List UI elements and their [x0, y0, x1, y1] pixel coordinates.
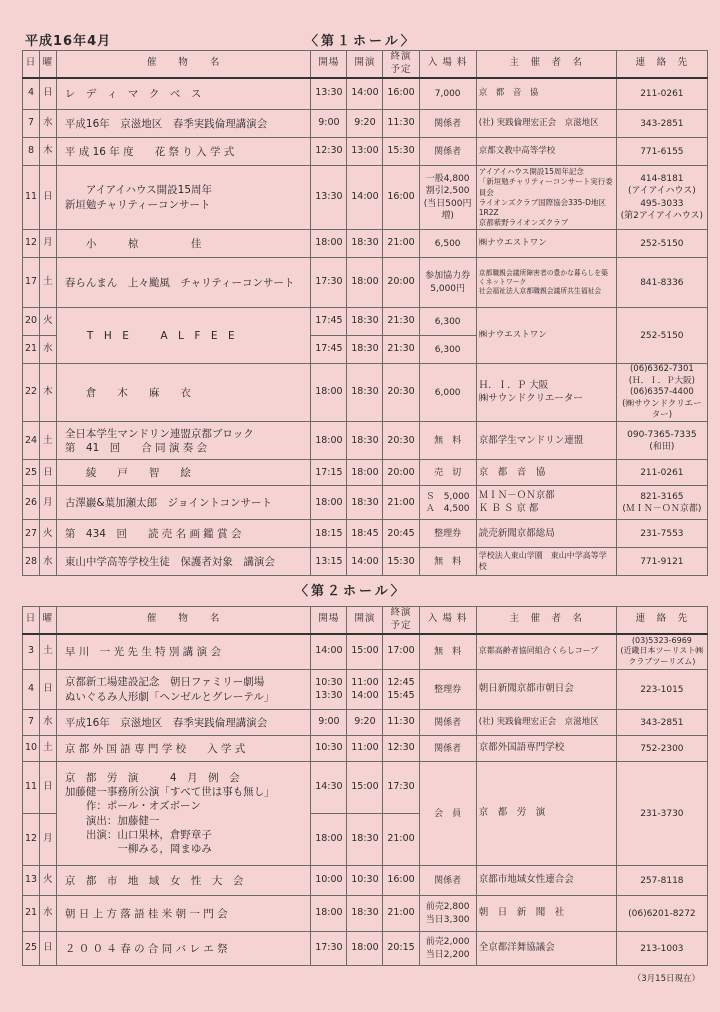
day: 7 — [23, 110, 40, 138]
ticket: 会 員 — [419, 762, 476, 866]
end-time: 16:00 — [383, 78, 419, 110]
end-time: 17:00 — [383, 634, 419, 670]
weekday: 木 — [39, 138, 56, 166]
open-time: 17:30 — [311, 932, 347, 966]
event-name: 朝 日 上 方 落 語 桂 米 朝 一 門 会 — [56, 896, 310, 932]
organizer: Ｈ．Ｉ．Ｐ 大阪 ㈱サウンドクリエーター — [476, 364, 616, 422]
contact: 223-1015 — [616, 670, 707, 710]
col-end: 終演予定 — [383, 51, 419, 78]
organizer: 全京都洋舞協議会 — [476, 932, 616, 966]
start-time: 10:30 — [347, 866, 383, 896]
weekday: 火 — [39, 308, 56, 336]
contact: 213-1003 — [616, 932, 707, 966]
end-time: 17:30 — [383, 762, 419, 814]
organizer: 朝 日 新 聞 社 — [476, 896, 616, 932]
ticket: 7,000 — [419, 78, 476, 110]
col-event: 催 物 名 — [56, 607, 310, 634]
weekday: 月 — [39, 814, 56, 866]
weekday: 月 — [39, 230, 56, 258]
end-time: 20:15 — [383, 932, 419, 966]
table-row — [23, 762, 708, 814]
weekday: 火 — [39, 866, 56, 896]
contact: 231-3730 — [616, 762, 707, 866]
organizer: 京都文教中高等学校 — [476, 138, 616, 166]
organizer: アイアイハウス開設15周年記念 「新垣勉チャリティーコンサート実行委員会 ライオンズクラブ国際協会335-D地区1R2Z 京都紫野ライオンズクラブ — [476, 166, 616, 230]
contact: (06)6201-8272 — [616, 896, 707, 932]
contact: 252-5150 — [616, 308, 707, 364]
day: 12 — [23, 814, 40, 866]
end-time: 16:00 — [383, 866, 419, 896]
col-ticket: 入 場 料 — [419, 51, 476, 78]
organizer: 読売新聞京都総局 — [476, 520, 616, 548]
open-time: 17:45 — [311, 308, 347, 336]
end-time: 20:00 — [383, 258, 419, 308]
start-time: 14:00 — [347, 548, 383, 576]
col-organizer: 主 催 者 名 — [476, 51, 616, 78]
ticket: 無 料 — [419, 548, 476, 576]
event-name: T H E A L F E E — [56, 308, 310, 364]
ticket: 無 料 — [419, 422, 476, 460]
open-time: 14:30 — [311, 762, 347, 814]
col-weekday: 曜 — [39, 51, 56, 78]
end-time: 21:00 — [383, 896, 419, 932]
contact: 414-8181 (アイアイハウス) 495-3033 (第2アイアイハウス) — [616, 166, 707, 230]
col-contact: 連 絡 先 — [616, 607, 707, 634]
open-time: 12:30 — [311, 138, 347, 166]
contact: 771-6155 — [616, 138, 707, 166]
event-name: レ デ ィ マ ク ベ ス — [56, 78, 310, 110]
col-start: 開演 — [347, 51, 383, 78]
weekday: 水 — [39, 336, 56, 364]
col-event: 催 物 名 — [56, 51, 310, 78]
contact: 343-2851 — [616, 710, 707, 736]
organizer: 京都外国語専門学校 — [476, 736, 616, 762]
contact: 841-8336 — [616, 258, 707, 308]
event-name: 小 椋 佳 — [56, 230, 310, 258]
organizer: (社) 実践倫理宏正会 京滋地区 — [476, 710, 616, 736]
end-time: 15:30 — [383, 548, 419, 576]
organizer: 京都高齢者協同組合くらしコープ — [476, 634, 616, 670]
col-day: 日 — [23, 51, 40, 78]
day: 26 — [23, 486, 40, 520]
col-end: 終演予定 — [383, 607, 419, 634]
col-start: 開演 — [347, 607, 383, 634]
day: 21 — [23, 336, 40, 364]
organizer: 京都学生マンドリン連盟 — [476, 422, 616, 460]
contact: (03)5323-6969 (近畿日本ツーリスト㈱ クラブツーリズム) — [616, 634, 707, 670]
col-ticket: 入 場 料 — [419, 607, 476, 634]
open-time: 18:00 — [311, 486, 347, 520]
event-name: 東山中学高等学校生徒 保護者対象 講演会 — [56, 548, 310, 576]
start-time: 18:30 — [347, 336, 383, 364]
end-time: 12:45 15:45 — [383, 670, 419, 710]
date-title: 平成16年4月 — [25, 34, 112, 49]
ticket: 関係者 — [419, 710, 476, 736]
table-row — [23, 932, 708, 966]
weekday: 土 — [39, 422, 56, 460]
organizer: ＭＩＮ－ＯＮ京都 Ｋ Ｂ Ｓ 京 都 — [476, 486, 616, 520]
table-row — [23, 78, 708, 110]
ticket: 整理券 — [419, 670, 476, 710]
table-row — [23, 364, 708, 422]
contact: 211-0261 — [616, 78, 707, 110]
start-time: 9:20 — [347, 110, 383, 138]
ticket: 関係者 — [419, 110, 476, 138]
event-name: 平成16年 京滋地区 春季実践倫理講演会 — [56, 710, 310, 736]
start-time: 18:30 — [347, 230, 383, 258]
event-name: 京都新工場建設記念 朝日ファミリー劇場 ぬいぐるみ人形劇「ヘンゼルとグレーテル」 — [56, 670, 310, 710]
start-time: 13:00 — [347, 138, 383, 166]
open-time: 18:00 — [311, 422, 347, 460]
col-open: 開場 — [311, 51, 347, 78]
table-row — [23, 138, 708, 166]
weekday: 日 — [39, 166, 56, 230]
hall1-schedule-table — [22, 50, 708, 576]
contact: 343-2851 — [616, 110, 707, 138]
ticket: 関係者 — [419, 138, 476, 166]
start-time: 18:30 — [347, 364, 383, 422]
weekday: 木 — [39, 364, 56, 422]
open-time: 10:30 — [311, 736, 347, 762]
open-time: 10:00 — [311, 866, 347, 896]
table-row — [23, 896, 708, 932]
table-header-row — [23, 607, 708, 634]
hall1-title: 〈第１ホール〉 — [305, 34, 417, 49]
open-time: 18:00 — [311, 814, 347, 866]
end-time: 11:30 — [383, 110, 419, 138]
organizer: 京 都 労 演 — [476, 762, 616, 866]
open-time: 18:15 — [311, 520, 347, 548]
end-time: 11:30 — [383, 710, 419, 736]
open-time: 9:00 — [311, 110, 347, 138]
col-weekday: 曜 — [39, 607, 56, 634]
end-time: 16:00 — [383, 166, 419, 230]
weekday: 日 — [39, 78, 56, 110]
end-time: 21:30 — [383, 336, 419, 364]
event-name: アイアイハウス開設15周年 新垣勉チャリティーコンサート — [56, 166, 310, 230]
contact: 821-3165 (ＭＩＮ－ＯＮ京都) — [616, 486, 707, 520]
open-time: 17:45 — [311, 336, 347, 364]
event-name: 第 434 回 読 売 名 画 鑑 賞 会 — [56, 520, 310, 548]
ticket: 6,300 — [419, 308, 476, 336]
table-row — [23, 710, 708, 736]
start-time: 18:45 — [347, 520, 383, 548]
ticket: 前売2,800 当日3,300 — [419, 896, 476, 932]
weekday: 日 — [39, 762, 56, 814]
open-time: 18:00 — [311, 230, 347, 258]
open-time: 18:00 — [311, 896, 347, 932]
day: 4 — [23, 78, 40, 110]
contact: 252-5150 — [616, 230, 707, 258]
weekday: 水 — [39, 110, 56, 138]
end-time: 21:00 — [383, 814, 419, 866]
day: 28 — [23, 548, 40, 576]
start-time: 18:00 — [347, 460, 383, 486]
day: 22 — [23, 364, 40, 422]
event-name: 京 都 外 国 語 専 門 学 校 入 学 式 — [56, 736, 310, 762]
day: 7 — [23, 710, 40, 736]
organizer: 京都職親会議所障害者の豊かな暮らしを築くネットワーク 社会福祉法人京都職親会議所共生福祉会 — [476, 258, 616, 308]
start-time: 15:00 — [347, 762, 383, 814]
ticket: 6,000 — [419, 364, 476, 422]
start-time: 18:30 — [347, 422, 383, 460]
table-row — [23, 422, 708, 460]
day: 21 — [23, 896, 40, 932]
col-organizer: 主 催 者 名 — [476, 607, 616, 634]
col-contact: 連 絡 先 — [616, 51, 707, 78]
start-time: 11:00 — [347, 736, 383, 762]
day: 27 — [23, 520, 40, 548]
hall2-header — [25, 580, 705, 600]
end-time: 20:00 — [383, 460, 419, 486]
organizer: ㈱ナウエストワン — [476, 308, 616, 364]
table-header-row — [23, 51, 708, 78]
event-name: 平 成 16 年 度 花 祭 り 入 学 式 — [56, 138, 310, 166]
hall2-schedule-table — [22, 606, 708, 966]
weekday: 水 — [39, 710, 56, 736]
contact: 752-2300 — [616, 736, 707, 762]
event-name: 倉 木 麻 衣 — [56, 364, 310, 422]
day: 8 — [23, 138, 40, 166]
event-name: 春らんまん 上々颱風 チャリティーコンサート — [56, 258, 310, 308]
page-header — [25, 30, 705, 50]
event-name: 古澤巖&葉加瀬太郎 ジョイントコンサート — [56, 486, 310, 520]
table-row — [23, 548, 708, 576]
organizer: 京 都 音 協 — [476, 460, 616, 486]
ticket: 売 切 — [419, 460, 476, 486]
table-row — [23, 308, 708, 336]
open-time: 18:00 — [311, 364, 347, 422]
contact: 231-7553 — [616, 520, 707, 548]
ticket: 6,500 — [419, 230, 476, 258]
open-time: 17:15 — [311, 460, 347, 486]
hall2-title: 〈第２ホール〉 — [295, 584, 407, 599]
end-time: 20:30 — [383, 364, 419, 422]
day: 3 — [23, 634, 40, 670]
weekday: 日 — [39, 460, 56, 486]
weekday: 土 — [39, 736, 56, 762]
day: 12 — [23, 230, 40, 258]
col-day: 日 — [23, 607, 40, 634]
open-time: 13:15 — [311, 548, 347, 576]
organizer: 学校法人東山学園 東山中学高等学校 — [476, 548, 616, 576]
start-time: 18:30 — [347, 308, 383, 336]
open-time: 10:30 13:30 — [311, 670, 347, 710]
contact: (06)6362-7301 (Ｈ．Ｉ．Ｐ大阪) (06)6357-4400 (㈱サウンドクリエーター) — [616, 364, 707, 422]
table-row — [23, 460, 708, 486]
open-time: 17:30 — [311, 258, 347, 308]
table-row — [23, 634, 708, 670]
end-time: 20:30 — [383, 422, 419, 460]
organizer: 朝日新聞京都市朝日会 — [476, 670, 616, 710]
event-name: ２ ０ ０ ４ 春 の 合 同 バ レ エ 祭 — [56, 932, 310, 966]
event-name: 全日本学生マンドリン連盟京都ブロック 第 41 回 合 同 演 奏 会 — [56, 422, 310, 460]
ticket: Ｓ 5,000 Ａ 4,500 — [419, 486, 476, 520]
event-name: 京 都 労 演 4 月 例 会 加藤健一事務所公演「すべて世は事も無し」 作：ポール・オズボーン 演出：加藤健一 出演：山口果林，倉野章子 一柳みる，岡まゆみ — [56, 762, 310, 866]
start-time: 9:20 — [347, 710, 383, 736]
table-row — [23, 110, 708, 138]
table-row — [23, 166, 708, 230]
open-time: 13:30 — [311, 166, 347, 230]
day: 24 — [23, 422, 40, 460]
col-open: 開場 — [311, 607, 347, 634]
open-time: 13:30 — [311, 78, 347, 110]
start-time: 18:30 — [347, 814, 383, 866]
organizer: 京都市地域女性連合会 — [476, 866, 616, 896]
day: 20 — [23, 308, 40, 336]
start-time: 18:00 — [347, 258, 383, 308]
weekday: 水 — [39, 548, 56, 576]
start-time: 11:00 14:00 — [347, 670, 383, 710]
table-row — [23, 230, 708, 258]
contact: 090-7365-7335 (和田) — [616, 422, 707, 460]
day: 10 — [23, 736, 40, 762]
ticket: 6,300 — [419, 336, 476, 364]
weekday: 月 — [39, 486, 56, 520]
day: 25 — [23, 932, 40, 966]
start-time: 18:00 — [347, 932, 383, 966]
start-time: 18:30 — [347, 486, 383, 520]
table-row — [23, 258, 708, 308]
ticket: 関係者 — [419, 866, 476, 896]
end-time: 21:00 — [383, 486, 419, 520]
contact: 771-9121 — [616, 548, 707, 576]
day: 4 — [23, 670, 40, 710]
ticket: 整理券 — [419, 520, 476, 548]
ticket: 参加協力券 5,000円 — [419, 258, 476, 308]
organizer: 京 都 音 協 — [476, 78, 616, 110]
weekday: 土 — [39, 634, 56, 670]
start-time: 14:00 — [347, 78, 383, 110]
event-name: 綾 戸 智 絵 — [56, 460, 310, 486]
day: 17 — [23, 258, 40, 308]
end-time: 21:30 — [383, 308, 419, 336]
open-time: 9:00 — [311, 710, 347, 736]
start-time: 14:00 — [347, 166, 383, 230]
table-row — [23, 866, 708, 896]
ticket: 前売2,000 当日2,200 — [419, 932, 476, 966]
table-row — [23, 736, 708, 762]
end-time: 20:45 — [383, 520, 419, 548]
end-time: 12:30 — [383, 736, 419, 762]
start-time: 18:30 — [347, 896, 383, 932]
weekday: 火 — [39, 520, 56, 548]
day: 25 — [23, 460, 40, 486]
day: 11 — [23, 762, 40, 814]
day: 13 — [23, 866, 40, 896]
start-time: 15:00 — [347, 634, 383, 670]
weekday: 日 — [39, 932, 56, 966]
weekday: 日 — [39, 670, 56, 710]
event-name: 平成16年 京滋地区 春季実践倫理講演会 — [56, 110, 310, 138]
weekday: 水 — [39, 896, 56, 932]
table-row — [23, 520, 708, 548]
organizer: ㈱ナウエストワン — [476, 230, 616, 258]
event-name: 早 川 一 光 先 生 特 別 講 演 会 — [56, 634, 310, 670]
ticket: 無 料 — [419, 634, 476, 670]
contact: 257-8118 — [616, 866, 707, 896]
weekday: 土 — [39, 258, 56, 308]
ticket: 関係者 — [419, 736, 476, 762]
event-name: 京 都 市 地 域 女 性 大 会 — [56, 866, 310, 896]
table-row — [23, 670, 708, 710]
as-of-note: （3月15日現在） — [632, 974, 700, 984]
table-row — [23, 486, 708, 520]
open-time: 14:00 — [311, 634, 347, 670]
end-time: 21:00 — [383, 230, 419, 258]
day: 11 — [23, 166, 40, 230]
end-time: 15:30 — [383, 138, 419, 166]
ticket: 一般4,800 割引2,500 (当日500円増) — [419, 166, 476, 230]
contact: 211-0261 — [616, 460, 707, 486]
organizer: (社) 実践倫理宏正会 京滋地区 — [476, 110, 616, 138]
